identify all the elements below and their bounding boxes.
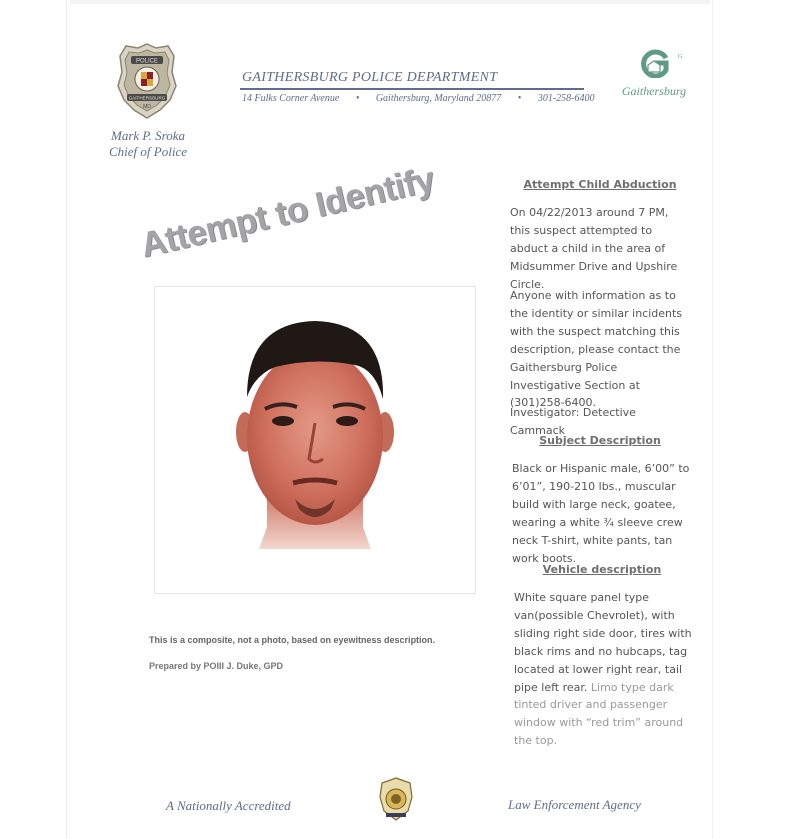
investigator-line: Investigator: Detective Cammack	[510, 406, 636, 437]
vehicle-heading: Vehicle description	[542, 563, 662, 576]
address-city: Gaithersburg, Maryland 20877	[375, 93, 502, 104]
city-logo	[618, 48, 690, 99]
chief-block	[96, 128, 200, 160]
city-logo-text: Gaithersburg	[621, 84, 687, 98]
headline-attempt-to-identify: Attempt to Identify	[137, 159, 438, 266]
prepared-by: Prepared by POIII J. Duke, GPD	[149, 661, 284, 671]
badge-bottom-text: GAITHERSBURG	[128, 95, 166, 101]
address-street: 14 Fulks Corner Avenue	[242, 93, 340, 104]
scan-artifact	[70, 0, 710, 4]
composite-sketch-frame	[154, 286, 476, 594]
bullet-icon: •	[517, 93, 522, 104]
address-phone: 301-258-6400	[537, 93, 595, 104]
department-address-line	[242, 93, 608, 104]
bullet-icon: •	[355, 93, 360, 104]
chief-name: Mark P. Sroka	[110, 128, 186, 143]
department-name: GAITHERSBURG POLICE DEPARTMENT	[242, 70, 498, 85]
subject-description: Black or Hispanic male, 6’00” to 6’01”, 190-210 lbs., muscular build with large neck, goatee, wearing a white ¾ sleeve crew neck T-shirt, white pants, tan work boots.	[512, 462, 690, 565]
footer-accredited: A Nationally Accredited	[166, 798, 291, 813]
police-badge-icon	[116, 42, 178, 120]
subject-heading: Subject Description	[539, 434, 661, 447]
incident-summary: On 04/22/2013 around 7 PM, this suspect attempted to abduct a child in the area of Midsummer Drive and Upshire Circle.	[510, 206, 678, 291]
composite-sketch-image	[155, 287, 475, 593]
vehicle-description	[514, 589, 694, 750]
vehicle-description-b: Limo type dark tinted driver and passenger window with “red trim” around the top.	[514, 680, 684, 748]
vehicle-description-a: White square panel type van(possible Chevrolet), with sliding right side door, tires with black rims and no hubcaps, tag located at lower right rear, tail pipe left rear.	[514, 591, 692, 694]
letterhead-divider	[240, 88, 584, 90]
scan-edge-left	[66, 0, 67, 839]
city-g-logo-icon	[618, 48, 690, 78]
incident-heading: Attempt Child Abduction	[523, 178, 677, 191]
footer-agency: Law Enforcement Agency	[508, 797, 641, 812]
badge-state-text: MD	[143, 104, 151, 110]
contact-instructions: Anyone with information as to the identity or similar incidents with the suspect matching this description, please contact the Gaithersburg Police Investigative Section at (301)258-6400.	[510, 289, 683, 410]
chief-title: Chief of Police	[109, 144, 187, 159]
badge-top-text: POLICE	[135, 58, 159, 65]
city-logo-letter: G	[678, 54, 683, 60]
accreditation-seal-icon	[378, 777, 414, 821]
composite-caption: This is a composite, not a photo, based on eyewitness description.	[149, 635, 436, 645]
scan-edge-right	[712, 0, 713, 839]
